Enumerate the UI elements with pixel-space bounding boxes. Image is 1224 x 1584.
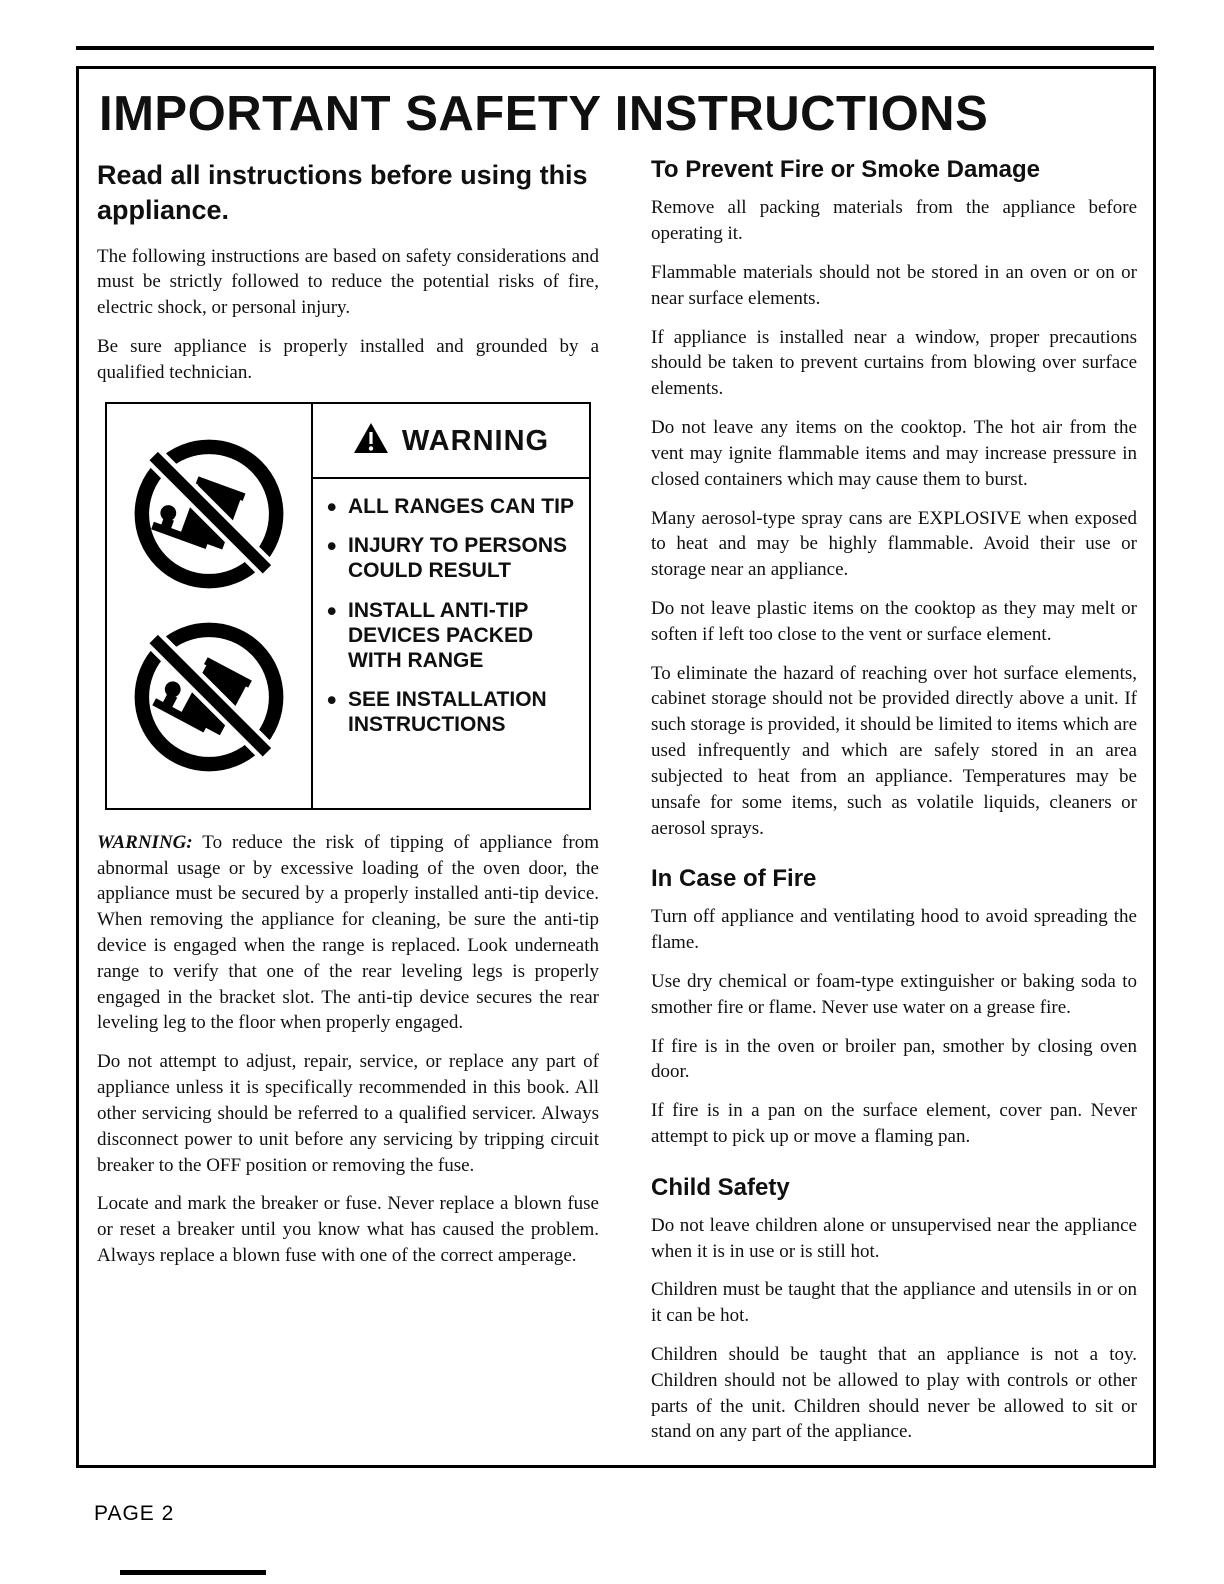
fire-smoke-paragraph: To eliminate the hazard of reaching over hot surface elements, cabinet storage should not be provided directly above a unit. If such storage is provided, it should be limited to items which are used infrequently and which are safely stored in an area subjected to heat from an appliance. Temperatures may be unsafe for some items, such as volatile liquids, cleaners or aerosol sprays. (651, 662, 1137, 839)
fire-smoke-paragraph: Do not leave plastic items on the cooktop as they may melt or soften if left too close to the vent or surface element. (651, 598, 1137, 645)
left-column-heading: Read all instructions before using this appliance. (97, 160, 588, 225)
page-number: PAGE 2 (94, 1502, 175, 1525)
warning-bullet: • ALL RANGES CAN TIP (327, 495, 581, 520)
child-safety-paragraph: Children should be taught that an appliance is not a toy. Children should not be allowed to play with controls or other parts of the unit. Children should never be allowed to sit or stand on any part of the appliance. (651, 1343, 1137, 1443)
warning-header-label: WARNING (401, 425, 550, 458)
two-column-layout (97, 154, 1137, 1458)
breaker-paragraph: Locate and mark the breaker or fuse. Never replace a blown fuse or reset a breaker until you know what has caused the problem. Always replace a blown fuse with one of the correct amperage. (97, 1193, 599, 1267)
warning-triangle-icon (353, 422, 389, 462)
bottom-scan-mark (120, 1570, 266, 1575)
fire-smoke-paragraph: Flammable materials should not be stored in an oven or on or near surface elements. (651, 261, 1137, 309)
tip-warning-box (105, 402, 591, 810)
no-tip-range-icon (130, 435, 288, 593)
in-case-of-fire-paragraph: If fire is in a pan on the surface element, cover pan. Never attempt to pick up or move a flaming pan. (651, 1100, 1137, 1148)
tip-warning-content (313, 404, 589, 808)
in-case-of-fire-paragraph: If fire is in the oven or broiler pan, smother by closing oven door. (651, 1035, 1137, 1083)
top-rule (76, 46, 1154, 50)
in-case-of-fire-paragraph: Turn off appliance and ventilating hood to avoid spreading the flame. (651, 906, 1137, 954)
section-heading-in-case-of-fire: In Case of Fire (651, 865, 817, 893)
fire-smoke-paragraph: Many aerosol-type spray cans are EXPLOSIVE when exposed to heat and may be highly flammable. Avoid their use or storage near an appliance. (651, 507, 1137, 581)
anti-tip-warning-label: WARNING: (97, 831, 193, 853)
tip-warning-icons (107, 404, 313, 808)
section-heading-fire-smoke: To Prevent Fire or Smoke Damage (651, 156, 1041, 184)
fire-smoke-paragraph: Remove all packing materials from the appliance before operating it. (651, 197, 1137, 245)
in-case-of-fire-paragraph: Use dry chemical or foam-type extinguisher or baking soda to smother fire or flame. Never use water on a grease fire. (651, 970, 1137, 1018)
child-safety-paragraph: Children must be taught that the appliance and utensils in or on it can be hot. (651, 1279, 1137, 1327)
warning-bullet: • SEE INSTALLATION INSTRUCTIONS (327, 688, 581, 738)
child-safety-paragraph: Do not leave children alone or unsupervised near the appliance when it is in use or is still hot. (651, 1214, 1137, 1262)
no-tip-range-icon (130, 618, 288, 776)
warning-header (313, 404, 589, 479)
anti-tip-warning-text: To reduce the risk of tipping of appliance from abnormal usage or by excessive loading of the oven door, the appliance must be secured by a properly installed anti-tip device. When removing the appliance for cleaning, be sure the anti-tip device is engaged when the range is replaced. Look underneath range to verify that one of the rear leveling legs is properly engaged in the bracket slot. The anti-tip device secures the rear leveling leg to the floor when properly engaged. (97, 831, 599, 1034)
page-title: IMPORTANT SAFETY INSTRUCTIONS (99, 87, 989, 141)
page-frame (76, 66, 1156, 1468)
fire-smoke-paragraph: If appliance is installed near a window, proper precautions should be taken to prevent curtains from blowing over surface elements. (651, 326, 1137, 400)
warning-bullet-list (313, 479, 589, 761)
intro-paragraph-1: The following instructions are based on safety considerations and must be strictly followed to reduce the potential risks of fire, electric shock, or personal injury. (97, 245, 599, 319)
left-column (97, 154, 599, 1281)
intro-paragraph-2: Be sure appliance is properly installed and grounded by a qualified technician. (97, 336, 599, 383)
fire-smoke-paragraph: Do not leave any items on the cooktop. The hot air from the vent may ignite flammable items and may increase pressure in closed containers which may cause them to burst. (651, 417, 1137, 490)
section-heading-child-safety: Child Safety (651, 1173, 790, 1201)
right-column (651, 154, 1137, 1458)
anti-tip-paragraph (97, 830, 599, 1037)
warning-bullet: • INSTALL ANTI-TIP DEVICES PACKED WITH RANGE (327, 599, 581, 673)
service-paragraph: Do not attempt to adjust, repair, service, or replace any part of appliance unless it is specifically recommended in this book. All other servicing should be referred to a qualified servicer. Always disconnect power to unit before any servicing by tripping circuit breaker to the OFF position or removing the fuse. (97, 1051, 599, 1176)
warning-bullet: • INJURY TO PERSONS COULD RESULT (327, 534, 581, 584)
